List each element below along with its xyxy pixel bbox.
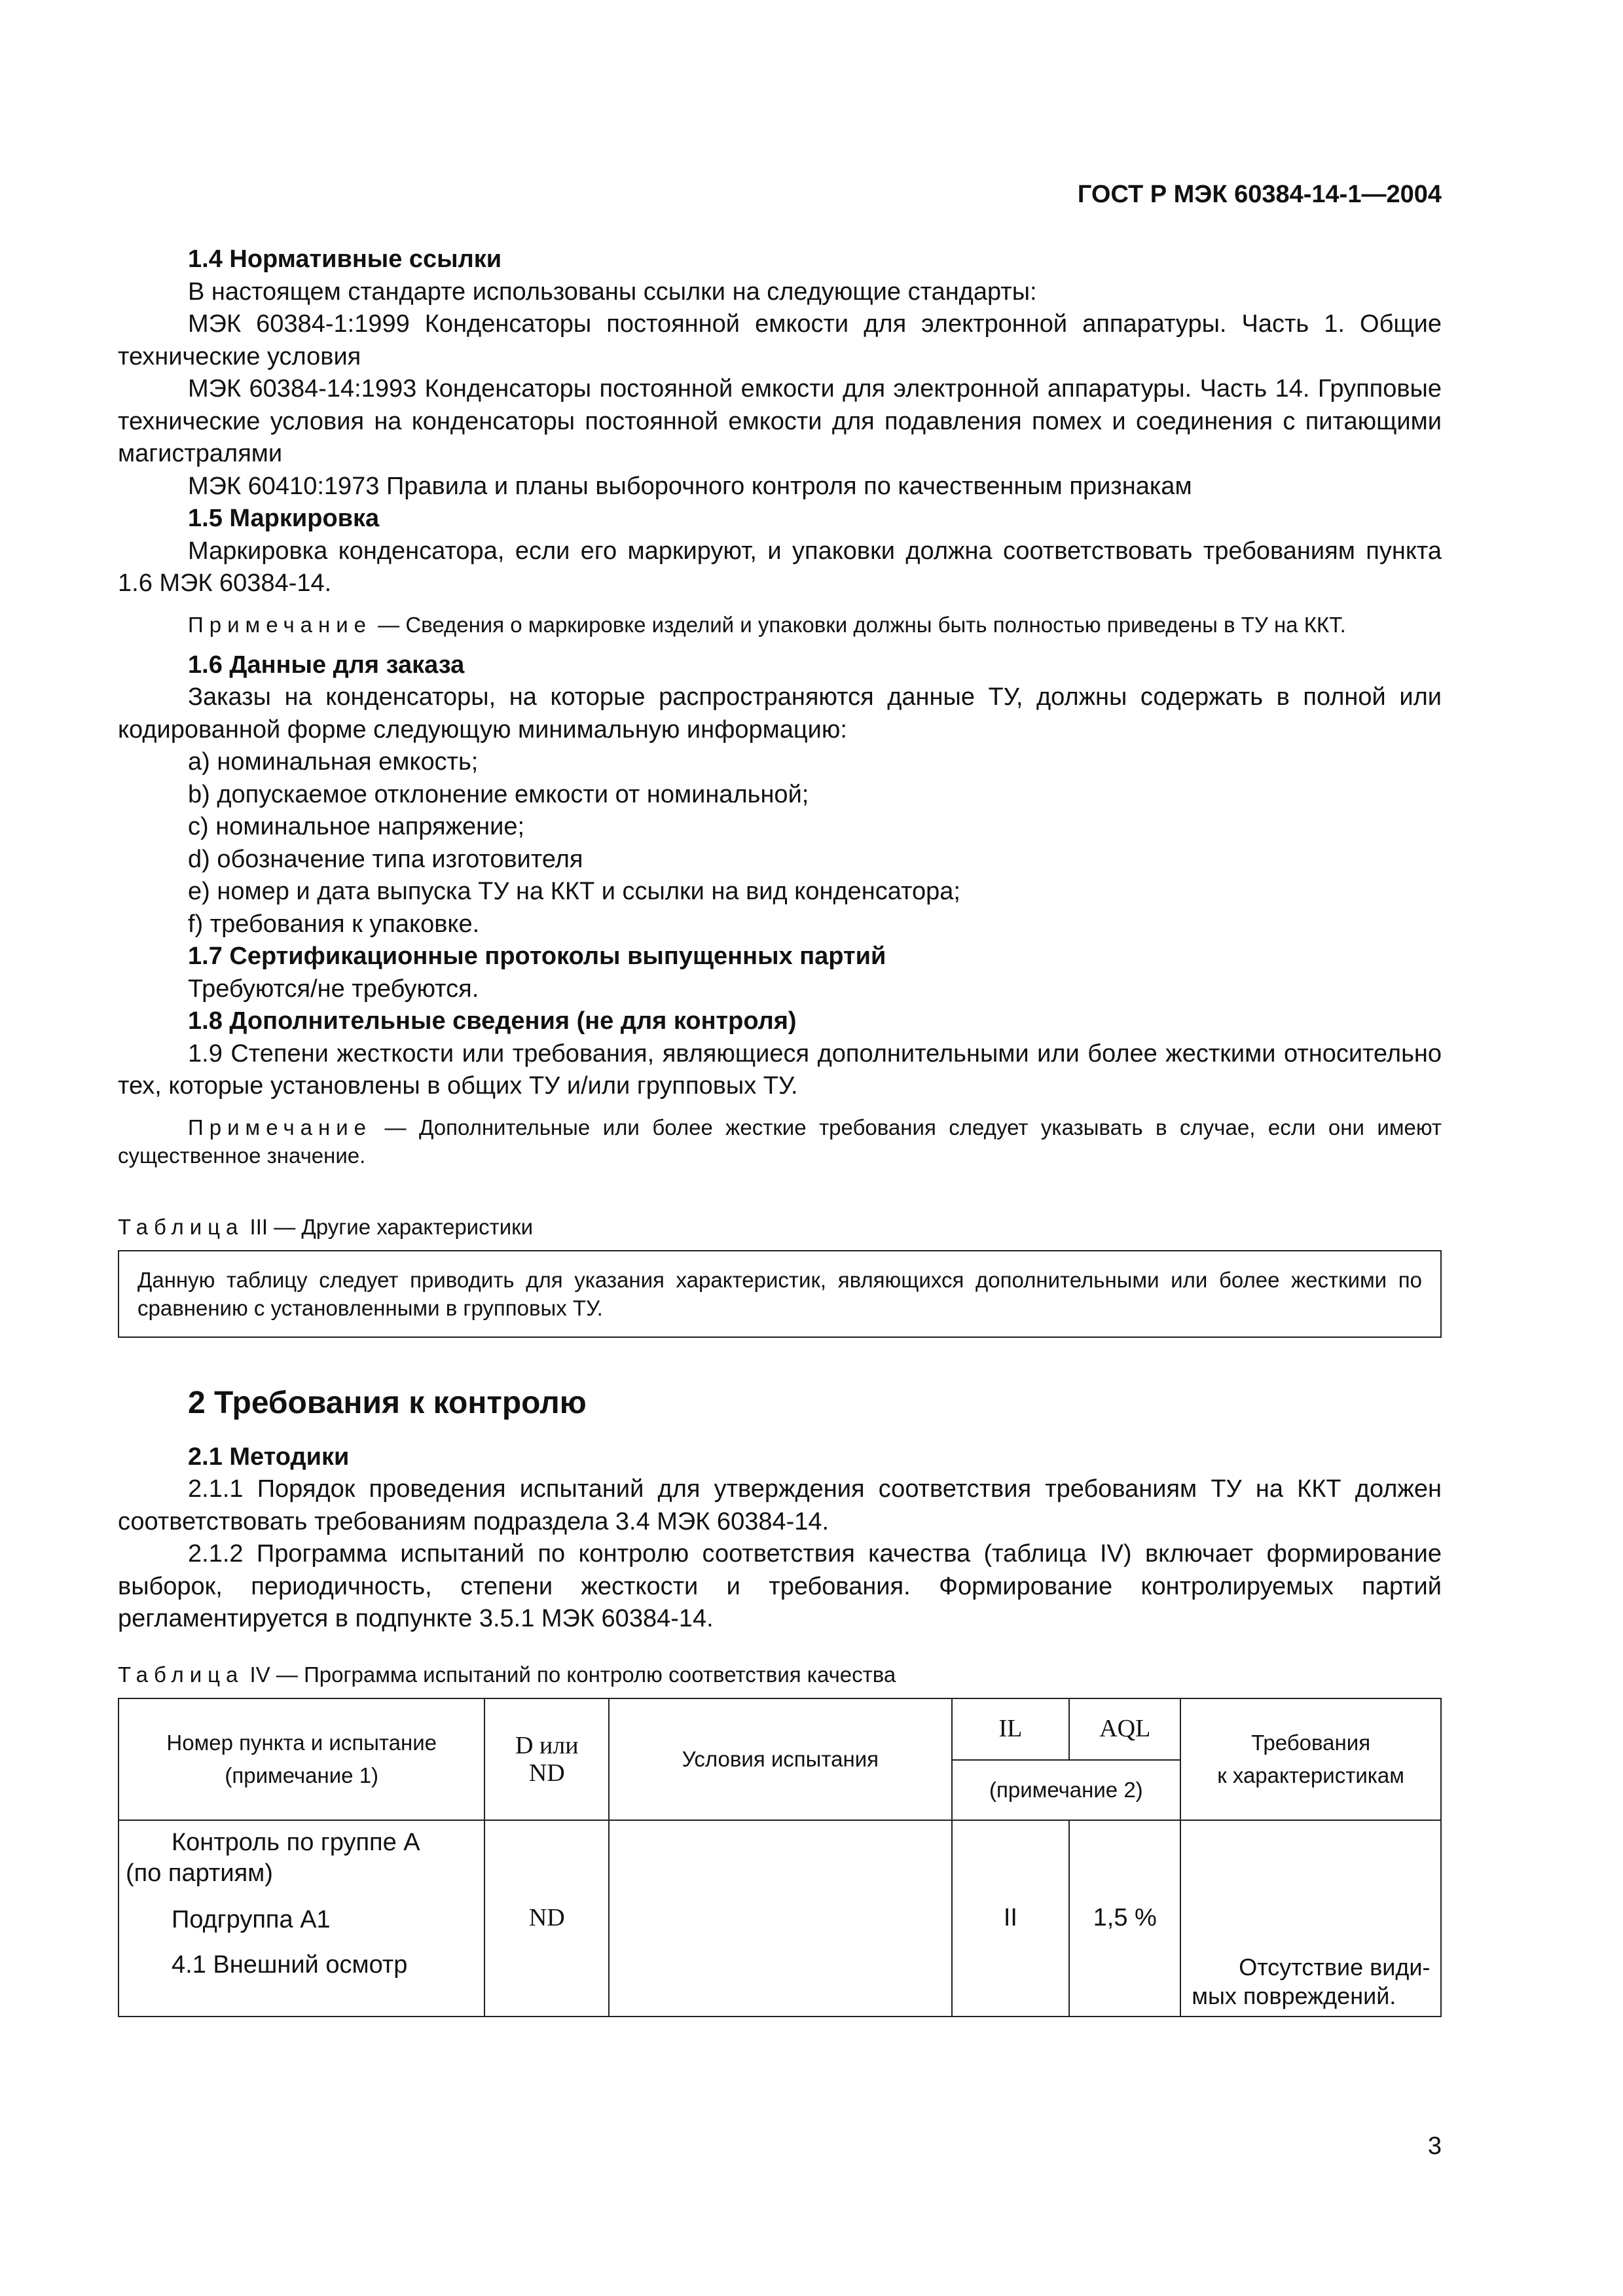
note-label: Примечание (188, 1115, 373, 1139)
table-3-caption (118, 1213, 1442, 1241)
reference-2: МЭК 60384-14:1993 Конденсаторы постоянной емкости для электронной аппаратуры. Часть 14. Групповые технические условия на конденсаторы постоянной емкости для подавления помех и соединения с питающими магистралями (118, 375, 1442, 467)
header-d-nd: D или ND (484, 1698, 609, 1820)
section-1-5-text: Маркировка конденсатора, если его маркируют, и упаковки должна соответствовать требованиям пункта 1.6 МЭК 60384-14. (118, 537, 1442, 597)
section-1-4-intro: В настоящем стандарте использованы ссылки на следующие стандарты: (188, 278, 1037, 306)
section-1-4-heading: 1.4 Нормативные ссылки (188, 245, 502, 273)
cell-test-item: Контроль по группе А (по партиям) Подгруппа A1 4.1 Внешний осмотр (119, 1820, 484, 2017)
paragraph-2-1-2: 2.1.2 Программа испытаний по контролю соответствия качества (таблица IV) включает формирование выборок, периодичность, степени жесткости и требования. Формирование контролируемых партий регламентируется в подпункте 3.5.1 МЭК 60384-14. (118, 1540, 1442, 1632)
list-item: e) номер и дата выпуска ТУ на ККТ и ссылки на вид конденсатора; (188, 878, 960, 905)
document-body (118, 243, 1442, 2017)
table-4 (118, 1698, 1442, 2017)
table-caption-text: IV — Программа испытаний по контролю соответствия качества (244, 1662, 896, 1687)
section-1-8-heading: 1.8 Дополнительные сведения (не для контроля) (188, 1007, 797, 1035)
section-2-1-heading: 2.1 Методики (188, 1443, 350, 1471)
section-1-9-note (118, 1113, 1442, 1170)
cell-test-conditions (609, 1820, 951, 2017)
paragraph-2-1-1: 2.1.1 Порядок проведения испытаний для утверждения соответствия требованиям ТУ на ККТ должен соответствовать требованиям подраздела 3.4 МЭК 60384-14. (118, 1475, 1442, 1535)
table-3-box: Данную таблицу следует приводить для указания характеристик, являющихся дополнительными или более жесткими по сравнению с установленными в групповых ТУ. (118, 1250, 1442, 1338)
note-text: — Дополнительные или более жесткие требования следует указывать в случае, если они имеют существенное значение. (118, 1115, 1442, 1168)
table-caption-label: Таблица (118, 1662, 244, 1687)
section-1-7-text: Требуются/не требуются. (188, 975, 479, 1003)
list-item: b) допускаемое отклонение емкости от номинальной; (188, 780, 809, 808)
cell-il: II (952, 1820, 1070, 2017)
header-test-item: Номер пункта и испытание (примечание 1) (119, 1698, 484, 1820)
reference-3: МЭК 60410:1973 Правила и планы выборочного контроля по качественным признакам (188, 472, 1192, 500)
list-item: c) номинальное напряжение; (188, 813, 525, 840)
header-requirements: Требования к характеристикам (1180, 1698, 1441, 1820)
note-text: — Сведения о маркировке изделий и упаковки должны быть полностью приведены в ТУ на ККТ. (372, 612, 1346, 637)
section-1-5-heading: 1.5 Маркировка (188, 505, 380, 532)
reference-1: МЭК 60384-1:1999 Конденсаторы постоянной емкости для электронной аппаратуры. Часть 1. Общие технические условия (118, 310, 1442, 370)
header-aql: AQL (1069, 1698, 1180, 1760)
section-1-6-heading: 1.6 Данные для заказа (188, 651, 465, 679)
section-2-heading: 2 Требования к контролю (188, 1385, 587, 1420)
cell-aql: 1,5 % (1069, 1820, 1180, 2017)
section-1-6-text: Заказы на конденсаторы, на которые распространяются данные ТУ, должны содержать в полной или кодированной форме следующую минимальную информацию: (118, 683, 1442, 744)
list-item: d) обозначение типа изготовителя (188, 845, 583, 873)
document-header: ГОСТ Р МЭК 60384-14-1—2004 (1077, 181, 1442, 208)
header-test-conditions: Условия испытания (609, 1698, 951, 1820)
table-row (119, 1820, 1441, 2017)
header-il: IL (952, 1698, 1070, 1760)
table-4-caption (118, 1660, 1442, 1689)
section-1-9-text: 1.9 Степени жесткости или требования, являющиеся дополнительными или более жесткими относительно тех, которые установлены в общих ТУ и/или групповых ТУ. (118, 1039, 1442, 1100)
header-il-aql-note: (примечание 2) (952, 1760, 1181, 1820)
table-header-row (119, 1698, 1441, 1760)
section-1-5-note (118, 611, 1442, 639)
note-label: Примечание (188, 612, 373, 637)
table-caption-text: III — Другие характеристики (244, 1214, 534, 1239)
cell-requirements: Отсутствие види- мых повреждений. (1180, 1820, 1441, 2017)
cell-d-nd: ND (484, 1820, 609, 2017)
list-item: a) номинальная емкость; (188, 748, 479, 776)
list-item: f) требования к упаковке. (188, 910, 480, 938)
page-number: 3 (1427, 2132, 1442, 2160)
section-1-7-heading: 1.7 Сертификационные протоколы выпущенных партий (188, 942, 886, 970)
table-caption-label: Таблица (118, 1214, 244, 1239)
